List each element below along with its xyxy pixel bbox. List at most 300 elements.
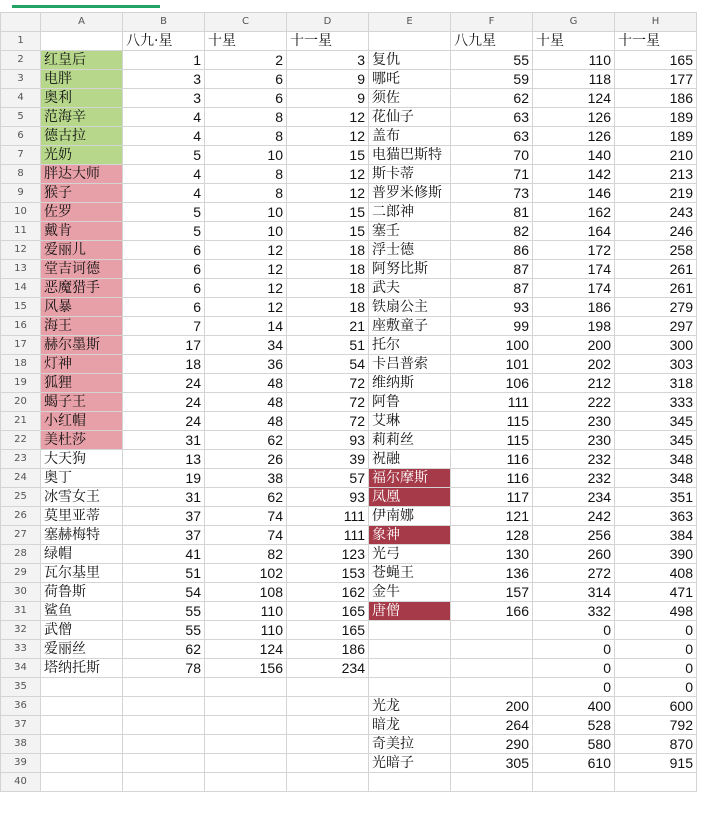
cell-f30[interactable]: 157: [451, 583, 533, 602]
cell-b39[interactable]: [123, 754, 205, 773]
cell-c10[interactable]: 10: [205, 203, 287, 222]
cell-d34[interactable]: 234: [287, 659, 369, 678]
cell-f35[interactable]: [451, 678, 533, 697]
row-header[interactable]: 7: [1, 146, 41, 165]
cell-d9[interactable]: 12: [287, 184, 369, 203]
cell-a8[interactable]: 胖达大师: [41, 165, 123, 184]
cell-c23[interactable]: 26: [205, 450, 287, 469]
cell-d2[interactable]: 3: [287, 51, 369, 70]
row-header[interactable]: 10: [1, 203, 41, 222]
cell-b29[interactable]: 51: [123, 564, 205, 583]
cell-e4[interactable]: 须佐: [369, 89, 451, 108]
cell-e13[interactable]: 阿努比斯: [369, 260, 451, 279]
cell-e29[interactable]: 苍蝇王: [369, 564, 451, 583]
cell-c14[interactable]: 12: [205, 279, 287, 298]
cell-e5[interactable]: 花仙子: [369, 108, 451, 127]
cell-e33[interactable]: [369, 640, 451, 659]
cell-e16[interactable]: 座敷童子: [369, 317, 451, 336]
cell-h15[interactable]: 279: [615, 298, 697, 317]
cell-d28[interactable]: 123: [287, 545, 369, 564]
cell-a14[interactable]: 恶魔猎手: [41, 279, 123, 298]
cell-f19[interactable]: 106: [451, 374, 533, 393]
cell-e15[interactable]: 铁扇公主: [369, 298, 451, 317]
cell-f20[interactable]: 111: [451, 393, 533, 412]
cell-d37[interactable]: [287, 716, 369, 735]
cell-c27[interactable]: 74: [205, 526, 287, 545]
cell-h30[interactable]: 471: [615, 583, 697, 602]
cell-b31[interactable]: 55: [123, 602, 205, 621]
cell-b20[interactable]: 24: [123, 393, 205, 412]
cell-e2[interactable]: 复仇: [369, 51, 451, 70]
cell-d31[interactable]: 165: [287, 602, 369, 621]
cell-c16[interactable]: 14: [205, 317, 287, 336]
cell-d13[interactable]: 18: [287, 260, 369, 279]
column-header-b[interactable]: B: [123, 13, 205, 32]
cell-b34[interactable]: 78: [123, 659, 205, 678]
cell-b27[interactable]: 37: [123, 526, 205, 545]
cell-e38[interactable]: 奇美拉: [369, 735, 451, 754]
cell-b21[interactable]: 24: [123, 412, 205, 431]
cell-a26[interactable]: 莫里亚蒂: [41, 507, 123, 526]
row-header[interactable]: 35: [1, 678, 41, 697]
cell-g10[interactable]: 162: [533, 203, 615, 222]
cell-c1[interactable]: 十星: [205, 32, 287, 51]
cell-g16[interactable]: 198: [533, 317, 615, 336]
row-header[interactable]: 25: [1, 488, 41, 507]
cell-d22[interactable]: 93: [287, 431, 369, 450]
cell-a5[interactable]: 范海辛: [41, 108, 123, 127]
cell-e36[interactable]: 光龙: [369, 697, 451, 716]
row-header[interactable]: 32: [1, 621, 41, 640]
cell-f8[interactable]: 71: [451, 165, 533, 184]
cell-a39[interactable]: [41, 754, 123, 773]
cell-a25[interactable]: 冰雪女王: [41, 488, 123, 507]
cell-g19[interactable]: 212: [533, 374, 615, 393]
cell-h11[interactable]: 246: [615, 222, 697, 241]
cell-d3[interactable]: 9: [287, 70, 369, 89]
cell-d16[interactable]: 21: [287, 317, 369, 336]
cell-c21[interactable]: 48: [205, 412, 287, 431]
cell-c34[interactable]: 156: [205, 659, 287, 678]
cell-f12[interactable]: 86: [451, 241, 533, 260]
cell-a2[interactable]: 红皇后: [41, 51, 123, 70]
column-header-h[interactable]: H: [615, 13, 697, 32]
cell-f26[interactable]: 121: [451, 507, 533, 526]
row-header[interactable]: 5: [1, 108, 41, 127]
cell-c19[interactable]: 48: [205, 374, 287, 393]
cell-b6[interactable]: 4: [123, 127, 205, 146]
cell-h1[interactable]: 十一星: [615, 32, 697, 51]
cell-e39[interactable]: 光暗子: [369, 754, 451, 773]
cell-e31[interactable]: 唐僧: [369, 602, 451, 621]
row-header[interactable]: 12: [1, 241, 41, 260]
cell-g33[interactable]: 0: [533, 640, 615, 659]
cell-g39[interactable]: 610: [533, 754, 615, 773]
row-header[interactable]: 16: [1, 317, 41, 336]
cell-d19[interactable]: 72: [287, 374, 369, 393]
cell-e12[interactable]: 浮士德: [369, 241, 451, 260]
cell-f6[interactable]: 63: [451, 127, 533, 146]
cell-c5[interactable]: 8: [205, 108, 287, 127]
cell-d30[interactable]: 162: [287, 583, 369, 602]
cell-d35[interactable]: [287, 678, 369, 697]
cell-a38[interactable]: [41, 735, 123, 754]
cell-h7[interactable]: 210: [615, 146, 697, 165]
cell-e14[interactable]: 武夫: [369, 279, 451, 298]
cell-g18[interactable]: 202: [533, 355, 615, 374]
cell-a11[interactable]: 戴肯: [41, 222, 123, 241]
cell-a22[interactable]: 美杜莎: [41, 431, 123, 450]
cell-a7[interactable]: 光奶: [41, 146, 123, 165]
cell-d5[interactable]: 12: [287, 108, 369, 127]
cell-g3[interactable]: 118: [533, 70, 615, 89]
cell-a37[interactable]: [41, 716, 123, 735]
cell-e11[interactable]: 塞壬: [369, 222, 451, 241]
cell-h25[interactable]: 351: [615, 488, 697, 507]
cell-d23[interactable]: 39: [287, 450, 369, 469]
cell-a29[interactable]: 瓦尔基里: [41, 564, 123, 583]
cell-b1[interactable]: 八九·星: [123, 32, 205, 51]
cell-g31[interactable]: 332: [533, 602, 615, 621]
cell-b7[interactable]: 5: [123, 146, 205, 165]
cell-c7[interactable]: 10: [205, 146, 287, 165]
cell-h35[interactable]: 0: [615, 678, 697, 697]
cell-a36[interactable]: [41, 697, 123, 716]
cell-g34[interactable]: 0: [533, 659, 615, 678]
cell-a40[interactable]: [41, 773, 123, 792]
cell-e18[interactable]: 卡吕普索: [369, 355, 451, 374]
row-header[interactable]: 17: [1, 336, 41, 355]
cell-f40[interactable]: [451, 773, 533, 792]
cell-b11[interactable]: 5: [123, 222, 205, 241]
cell-h6[interactable]: 189: [615, 127, 697, 146]
cell-c35[interactable]: [205, 678, 287, 697]
column-header-f[interactable]: F: [451, 13, 533, 32]
cell-h27[interactable]: 384: [615, 526, 697, 545]
cell-c29[interactable]: 102: [205, 564, 287, 583]
cell-h8[interactable]: 213: [615, 165, 697, 184]
cell-d7[interactable]: 15: [287, 146, 369, 165]
cell-a19[interactable]: 狐狸: [41, 374, 123, 393]
column-header-e[interactable]: E: [369, 13, 451, 32]
cell-e30[interactable]: 金牛: [369, 583, 451, 602]
cell-g40[interactable]: [533, 773, 615, 792]
row-header[interactable]: 13: [1, 260, 41, 279]
cell-d25[interactable]: 93: [287, 488, 369, 507]
cell-h36[interactable]: 600: [615, 697, 697, 716]
cell-d36[interactable]: [287, 697, 369, 716]
cell-g23[interactable]: 232: [533, 450, 615, 469]
cell-f17[interactable]: 100: [451, 336, 533, 355]
cell-f25[interactable]: 117: [451, 488, 533, 507]
cell-g25[interactable]: 234: [533, 488, 615, 507]
cell-g9[interactable]: 146: [533, 184, 615, 203]
row-header[interactable]: 22: [1, 431, 41, 450]
cell-f2[interactable]: 55: [451, 51, 533, 70]
cell-c31[interactable]: 110: [205, 602, 287, 621]
cell-g7[interactable]: 140: [533, 146, 615, 165]
select-all-corner[interactable]: [1, 13, 41, 32]
cell-h13[interactable]: 261: [615, 260, 697, 279]
cell-g11[interactable]: 164: [533, 222, 615, 241]
cell-c22[interactable]: 62: [205, 431, 287, 450]
cell-c32[interactable]: 110: [205, 621, 287, 640]
cell-e6[interactable]: 盖布: [369, 127, 451, 146]
cell-g13[interactable]: 174: [533, 260, 615, 279]
cell-a24[interactable]: 奥丁: [41, 469, 123, 488]
cell-f34[interactable]: [451, 659, 533, 678]
cell-b5[interactable]: 4: [123, 108, 205, 127]
cell-c4[interactable]: 6: [205, 89, 287, 108]
cell-g21[interactable]: 230: [533, 412, 615, 431]
cell-f32[interactable]: [451, 621, 533, 640]
cell-e19[interactable]: 维纳斯: [369, 374, 451, 393]
cell-e24[interactable]: 福尔摩斯: [369, 469, 451, 488]
cell-h22[interactable]: 345: [615, 431, 697, 450]
cell-g30[interactable]: 314: [533, 583, 615, 602]
cell-d27[interactable]: 111: [287, 526, 369, 545]
cell-d10[interactable]: 15: [287, 203, 369, 222]
cell-b18[interactable]: 18: [123, 355, 205, 374]
cell-h32[interactable]: 0: [615, 621, 697, 640]
row-header[interactable]: 6: [1, 127, 41, 146]
cell-f11[interactable]: 82: [451, 222, 533, 241]
column-header-d[interactable]: D: [287, 13, 369, 32]
cell-d14[interactable]: 18: [287, 279, 369, 298]
row-header[interactable]: 38: [1, 735, 41, 754]
cell-d12[interactable]: 18: [287, 241, 369, 260]
cell-f18[interactable]: 101: [451, 355, 533, 374]
cell-a15[interactable]: 风暴: [41, 298, 123, 317]
cell-d26[interactable]: 111: [287, 507, 369, 526]
row-header[interactable]: 40: [1, 773, 41, 792]
cell-c20[interactable]: 48: [205, 393, 287, 412]
cell-e7[interactable]: 电猫巴斯特: [369, 146, 451, 165]
row-header[interactable]: 18: [1, 355, 41, 374]
row-header[interactable]: 34: [1, 659, 41, 678]
cell-a17[interactable]: 赫尔墨斯: [41, 336, 123, 355]
cell-e9[interactable]: 普罗米修斯: [369, 184, 451, 203]
row-header[interactable]: 9: [1, 184, 41, 203]
cell-b40[interactable]: [123, 773, 205, 792]
cell-c18[interactable]: 36: [205, 355, 287, 374]
cell-a6[interactable]: 德古拉: [41, 127, 123, 146]
cell-g36[interactable]: 400: [533, 697, 615, 716]
cell-d33[interactable]: 186: [287, 640, 369, 659]
cell-a32[interactable]: 武僧: [41, 621, 123, 640]
cell-g32[interactable]: 0: [533, 621, 615, 640]
cell-d1[interactable]: 十一星: [287, 32, 369, 51]
cell-d4[interactable]: 9: [287, 89, 369, 108]
cell-f10[interactable]: 81: [451, 203, 533, 222]
cell-g15[interactable]: 186: [533, 298, 615, 317]
cell-b26[interactable]: 37: [123, 507, 205, 526]
cell-g35[interactable]: 0: [533, 678, 615, 697]
cell-a31[interactable]: 鲨鱼: [41, 602, 123, 621]
cell-e28[interactable]: 光弓: [369, 545, 451, 564]
cell-d8[interactable]: 12: [287, 165, 369, 184]
cell-b16[interactable]: 7: [123, 317, 205, 336]
cell-f13[interactable]: 87: [451, 260, 533, 279]
cell-c37[interactable]: [205, 716, 287, 735]
cell-e8[interactable]: 斯卡蒂: [369, 165, 451, 184]
cell-h23[interactable]: 348: [615, 450, 697, 469]
cell-f27[interactable]: 128: [451, 526, 533, 545]
cell-h26[interactable]: 363: [615, 507, 697, 526]
cell-f22[interactable]: 115: [451, 431, 533, 450]
cell-f31[interactable]: 166: [451, 602, 533, 621]
cell-e37[interactable]: 暗龙: [369, 716, 451, 735]
cell-c39[interactable]: [205, 754, 287, 773]
cell-b12[interactable]: 6: [123, 241, 205, 260]
cell-e34[interactable]: [369, 659, 451, 678]
row-header[interactable]: 39: [1, 754, 41, 773]
cell-g17[interactable]: 200: [533, 336, 615, 355]
row-header[interactable]: 33: [1, 640, 41, 659]
cell-c11[interactable]: 10: [205, 222, 287, 241]
cell-d38[interactable]: [287, 735, 369, 754]
cell-e26[interactable]: 伊南娜: [369, 507, 451, 526]
row-header[interactable]: 4: [1, 89, 41, 108]
cell-b28[interactable]: 41: [123, 545, 205, 564]
cell-a20[interactable]: 蝎子王: [41, 393, 123, 412]
cell-d29[interactable]: 153: [287, 564, 369, 583]
cell-h37[interactable]: 792: [615, 716, 697, 735]
cell-h14[interactable]: 261: [615, 279, 697, 298]
cell-f28[interactable]: 130: [451, 545, 533, 564]
cell-g12[interactable]: 172: [533, 241, 615, 260]
cell-g4[interactable]: 124: [533, 89, 615, 108]
row-header[interactable]: 28: [1, 545, 41, 564]
cell-h21[interactable]: 345: [615, 412, 697, 431]
cell-b8[interactable]: 4: [123, 165, 205, 184]
cell-b23[interactable]: 13: [123, 450, 205, 469]
cell-b24[interactable]: 19: [123, 469, 205, 488]
cell-f29[interactable]: 136: [451, 564, 533, 583]
row-header[interactable]: 26: [1, 507, 41, 526]
cell-h24[interactable]: 348: [615, 469, 697, 488]
cell-e27[interactable]: 象神: [369, 526, 451, 545]
cell-a16[interactable]: 海王: [41, 317, 123, 336]
cell-h28[interactable]: 390: [615, 545, 697, 564]
cell-b33[interactable]: 62: [123, 640, 205, 659]
row-header[interactable]: 29: [1, 564, 41, 583]
cell-a4[interactable]: 奥利: [41, 89, 123, 108]
row-header[interactable]: 11: [1, 222, 41, 241]
cell-g20[interactable]: 222: [533, 393, 615, 412]
cell-c13[interactable]: 12: [205, 260, 287, 279]
cell-b2[interactable]: 1: [123, 51, 205, 70]
cell-a23[interactable]: 大天狗: [41, 450, 123, 469]
cell-b9[interactable]: 4: [123, 184, 205, 203]
cell-c3[interactable]: 6: [205, 70, 287, 89]
cell-a1[interactable]: [41, 32, 123, 51]
cell-d11[interactable]: 15: [287, 222, 369, 241]
row-header[interactable]: 15: [1, 298, 41, 317]
cell-b35[interactable]: [123, 678, 205, 697]
cell-a9[interactable]: 猴子: [41, 184, 123, 203]
row-header[interactable]: 19: [1, 374, 41, 393]
cell-h2[interactable]: 165: [615, 51, 697, 70]
row-header[interactable]: 37: [1, 716, 41, 735]
cell-c28[interactable]: 82: [205, 545, 287, 564]
cell-c15[interactable]: 12: [205, 298, 287, 317]
cell-e35[interactable]: [369, 678, 451, 697]
column-header-a[interactable]: A: [41, 13, 123, 32]
cell-c9[interactable]: 8: [205, 184, 287, 203]
cell-b4[interactable]: 3: [123, 89, 205, 108]
cell-d40[interactable]: [287, 773, 369, 792]
cell-b19[interactable]: 24: [123, 374, 205, 393]
row-header[interactable]: 30: [1, 583, 41, 602]
cell-f36[interactable]: 200: [451, 697, 533, 716]
cell-c24[interactable]: 38: [205, 469, 287, 488]
cell-g6[interactable]: 126: [533, 127, 615, 146]
cell-d18[interactable]: 54: [287, 355, 369, 374]
cell-e1[interactable]: [369, 32, 451, 51]
cell-c38[interactable]: [205, 735, 287, 754]
cell-b13[interactable]: 6: [123, 260, 205, 279]
cell-c36[interactable]: [205, 697, 287, 716]
cell-e21[interactable]: 艾琳: [369, 412, 451, 431]
cell-h9[interactable]: 219: [615, 184, 697, 203]
cell-f33[interactable]: [451, 640, 533, 659]
row-header[interactable]: 14: [1, 279, 41, 298]
cell-c33[interactable]: 124: [205, 640, 287, 659]
cell-e17[interactable]: 托尔: [369, 336, 451, 355]
cell-h10[interactable]: 243: [615, 203, 697, 222]
cell-b3[interactable]: 3: [123, 70, 205, 89]
cell-h29[interactable]: 408: [615, 564, 697, 583]
row-header[interactable]: 8: [1, 165, 41, 184]
cell-c30[interactable]: 108: [205, 583, 287, 602]
cell-e22[interactable]: 莉莉丝: [369, 431, 451, 450]
cell-a13[interactable]: 堂吉诃德: [41, 260, 123, 279]
cell-d24[interactable]: 57: [287, 469, 369, 488]
cell-c12[interactable]: 12: [205, 241, 287, 260]
cell-g1[interactable]: 十星: [533, 32, 615, 51]
cell-c25[interactable]: 62: [205, 488, 287, 507]
cell-e20[interactable]: 阿鲁: [369, 393, 451, 412]
cell-h4[interactable]: 186: [615, 89, 697, 108]
cell-c2[interactable]: 2: [205, 51, 287, 70]
cell-h20[interactable]: 333: [615, 393, 697, 412]
cell-b37[interactable]: [123, 716, 205, 735]
cell-b25[interactable]: 31: [123, 488, 205, 507]
cell-d6[interactable]: 12: [287, 127, 369, 146]
cell-h40[interactable]: [615, 773, 697, 792]
cell-d21[interactable]: 72: [287, 412, 369, 431]
cell-a12[interactable]: 爱丽儿: [41, 241, 123, 260]
cell-e10[interactable]: 二郎神: [369, 203, 451, 222]
cell-d32[interactable]: 165: [287, 621, 369, 640]
cell-c17[interactable]: 34: [205, 336, 287, 355]
cell-b36[interactable]: [123, 697, 205, 716]
cell-b14[interactable]: 6: [123, 279, 205, 298]
cell-a28[interactable]: 绿帽: [41, 545, 123, 564]
row-header[interactable]: 27: [1, 526, 41, 545]
cell-a27[interactable]: 塞赫梅特: [41, 526, 123, 545]
cell-a33[interactable]: 爱丽丝: [41, 640, 123, 659]
cell-a18[interactable]: 灯神: [41, 355, 123, 374]
cell-b10[interactable]: 5: [123, 203, 205, 222]
cell-f3[interactable]: 59: [451, 70, 533, 89]
cell-d39[interactable]: [287, 754, 369, 773]
cell-g28[interactable]: 260: [533, 545, 615, 564]
row-header[interactable]: 24: [1, 469, 41, 488]
cell-b38[interactable]: [123, 735, 205, 754]
cell-d20[interactable]: 72: [287, 393, 369, 412]
